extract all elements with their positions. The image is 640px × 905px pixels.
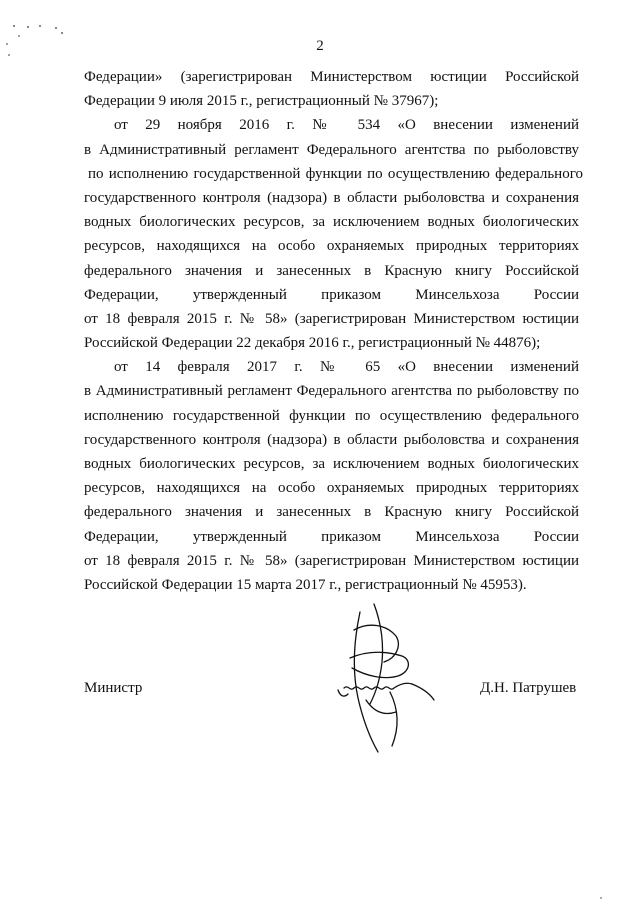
text-line: в Административный регламент Федерального агентства по рыболовству по	[84, 383, 579, 400]
text-line: Федерации 9 июля 2015 г., регистрационный № 37967);	[84, 93, 439, 110]
text-line: по исполнению государственной функции по осуществлению федерального	[88, 165, 583, 182]
text-line: Федерации, утвержденный приказом Минсельхоза России	[84, 286, 579, 303]
position-title: Министр	[84, 680, 143, 696]
text-line: государственного контроля (надзора) в области рыболовства и сохранения	[84, 189, 579, 206]
text-line: водных биологических ресурсов, за исключением водных биологических	[84, 456, 579, 472]
text-line: водных биологических ресурсов, за исключением водных биологических	[84, 214, 579, 231]
text-line: в Административный регламент Федерального агентства по рыболовству	[84, 141, 579, 158]
page-number: 2	[316, 38, 324, 54]
text-line: государственного контроля (надзора) в области рыболовства и сохранения	[84, 431, 579, 448]
text-line: Федерации, утвержденный приказом Минсельхоза России	[84, 528, 579, 545]
text-line: от 18 февраля 2015 г. № 58» (зарегистрирован Министерством юстиции	[84, 552, 579, 569]
text-line: от 18 февраля 2015 г. № 58» (зарегистрирован Министерством юстиции	[84, 310, 579, 327]
text-line: федерального значения и занесенных в Красную книгу Российской	[84, 504, 579, 521]
text-line: от 29 ноября 2016 г. № 534 «О внесении изменений	[114, 117, 579, 134]
text-line: исполнению государственной функции по осуществлению федерального	[84, 407, 579, 424]
text-line: Российской Федерации 22 декабря 2016 г., регистрационный № 44876);	[84, 335, 541, 352]
signer-name: Д.Н. Патрушев	[480, 680, 577, 696]
text-line: Российской Федерации 15 марта 2017 г., регистрационный № 45953).	[84, 576, 527, 593]
text-line: ресурсов, находящихся на особо охраняемых природных территориях	[84, 238, 579, 255]
text-line: федерального значения и занесенных в Красную книгу Российской	[84, 262, 579, 279]
text-line: от 14 февраля 2017 г. № 65 «О внесении изменений	[114, 359, 579, 376]
text-line: ресурсов, находящихся на особо охраняемых природных территориях	[84, 480, 579, 497]
text-line: Федерации» (зарегистрирован Министерством юстиции Российской	[84, 69, 579, 85]
